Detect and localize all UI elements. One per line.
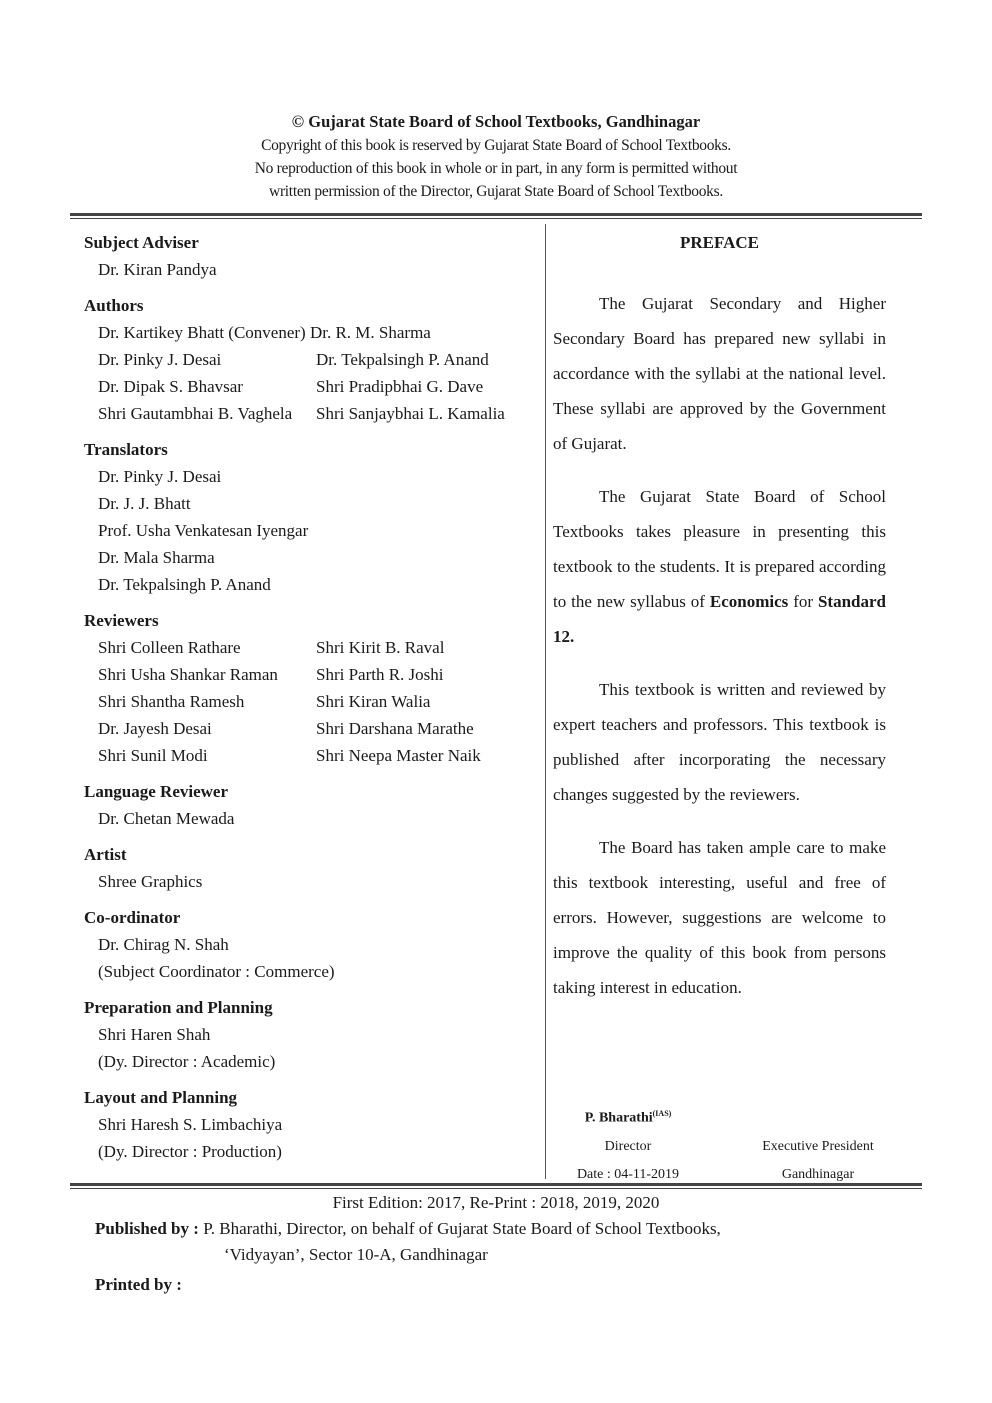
preface-paragraph: This textbook is written and reviewed by expert teachers and professors. This textbook is published after incorporating the necessary changes suggested by the reviewers. xyxy=(553,680,886,804)
printed-label: Printed by : xyxy=(95,1275,182,1294)
credits-column xyxy=(84,230,542,1175)
preface-paragraph xyxy=(553,479,886,654)
section-heading: Reviewers xyxy=(84,611,159,630)
edition-info: First Edition: 2017, Re-Print : 2018, 2019, 2020 xyxy=(332,1193,660,1212)
section-heading: Language Reviewer xyxy=(84,782,229,801)
credit-name: Shri Sunil Modi xyxy=(98,746,208,765)
credit-name: Shri Sanjaybhai L. Kamalia xyxy=(316,404,505,423)
credit-name: Shri Parth R. Joshi xyxy=(316,665,444,684)
copyright-line: No reproduction of this book in whole or in part, in any form is permitted without xyxy=(254,160,738,177)
credit-name: Dr. Jayesh Desai xyxy=(98,719,212,738)
credit-name: Shri Gautambhai B. Vaghela xyxy=(98,404,293,423)
signature-date: Date : 04-11-2019 xyxy=(576,1166,680,1182)
preface-title: PREFACE xyxy=(679,233,759,252)
credit-name: Shri Darshana Marathe xyxy=(316,719,474,738)
authors-section xyxy=(84,293,542,427)
credit-name: Shri Kirit B. Raval xyxy=(316,638,445,657)
credit-name: (Dy. Director : Production) xyxy=(98,1142,282,1161)
copyright-line: Copyright of this book is reserved by Gujarat State Board of School Textbooks. xyxy=(261,137,731,154)
credit-name: Dr. Dipak S. Bhavsar xyxy=(98,377,243,396)
published-label: Published by : xyxy=(95,1219,199,1238)
credit-name: Shri Usha Shankar Raman xyxy=(98,665,278,684)
publication-footer xyxy=(0,1190,992,1298)
credit-name: (Subject Coordinator : Commerce) xyxy=(98,962,335,981)
layout-section xyxy=(84,1085,542,1165)
copyright-title: © Gujarat State Board of School Textbooks, Gandhinagar xyxy=(291,112,701,131)
publisher-address: ‘Vidyayan’, Sector 10-A, Gandhinagar xyxy=(224,1245,488,1264)
credit-name: Dr. Pinky J. Desai xyxy=(98,467,222,486)
credit-name: Dr. Tekpalsingh P. Anand xyxy=(98,575,271,594)
credit-name: Dr. Tekpalsingh P. Anand xyxy=(316,350,489,369)
section-heading: Preparation and Planning xyxy=(84,998,273,1017)
credit-name: Dr. Pinky J. Desai xyxy=(98,350,222,369)
top-divider xyxy=(70,213,922,219)
section-heading: Co-ordinator xyxy=(84,908,181,927)
coordinator-section xyxy=(84,905,542,985)
credit-name: Shri Haresh S. Limbachiya xyxy=(98,1115,283,1134)
signature-block xyxy=(553,1100,898,1189)
bottom-divider xyxy=(70,1183,922,1189)
artist-section xyxy=(84,842,542,895)
subject-adviser-section xyxy=(84,230,542,283)
preface-paragraph: The Board has taken ample care to make this textbook interesting, useful and free of errors. However, suggestions are welcome to improve the quality of this book from persons taking interest in education. xyxy=(553,838,886,997)
credit-name: Shri Pradipbhai G. Dave xyxy=(316,377,484,396)
section-heading: Artist xyxy=(84,845,127,864)
credit-name: Shri Shantha Ramesh xyxy=(98,692,245,711)
preparation-section xyxy=(84,995,542,1075)
signatory-name: P. Bharathi$^{(IAS)}$ xyxy=(584,1109,672,1126)
section-heading: Translators xyxy=(84,440,168,459)
credit-name: Shri Haren Shah xyxy=(98,1025,211,1044)
preface-paragraph: The Gujarat Secondary and Higher Secondary Board has prepared new syllabi in accordance with the syllabi at the national level. These syllabi are approved by the Government of Gujarat. xyxy=(553,294,886,453)
credit-name: (Dy. Director : Academic) xyxy=(98,1052,276,1071)
section-heading: Authors xyxy=(84,296,144,315)
standard-name: Standard 12. xyxy=(553,592,886,646)
credit-name: Prof. Usha Venkatesan Iyengar xyxy=(98,521,309,540)
credit-name: Shri Colleen Rathare xyxy=(98,638,241,657)
preface-text: for xyxy=(788,592,818,611)
signatory-suffix: (IAS) xyxy=(652,1109,672,1118)
subject-name: Economics xyxy=(709,592,789,611)
published-text: P. Bharathi, Director, on behalf of Gujarat State Board of School Textbooks, xyxy=(198,1219,721,1238)
copyright-line: written permission of the Director, Gujarat State Board of School Textbooks. xyxy=(269,183,723,200)
credit-name: Dr. Mala Sharma xyxy=(98,548,215,567)
preface-column xyxy=(553,230,886,1023)
credit-name: Shree Graphics xyxy=(98,872,203,891)
credit-name: Dr. J. J. Bhatt xyxy=(98,494,191,513)
publisher-info xyxy=(95,1216,992,1242)
reviewers-section xyxy=(84,608,542,769)
credit-name: Dr. Chetan Mewada xyxy=(98,809,235,828)
signatory-title: Executive President xyxy=(762,1138,874,1154)
translators-section xyxy=(84,437,542,598)
signature-place: Gandhinagar xyxy=(781,1166,855,1182)
credit-name: Dr. Kartikey Bhatt (Convener) Dr. R. M. Sharma xyxy=(98,323,431,342)
section-heading: Layout and Planning xyxy=(84,1088,238,1107)
credit-name: Dr. Kiran Pandya xyxy=(98,260,217,279)
credit-name: Shri Kiran Walia xyxy=(316,692,431,711)
preface-text: The Gujarat State Board of School Textbooks takes pleasure in presenting this textbook to the students. It is prepared according to the new syllabus of xyxy=(553,487,886,611)
section-heading: Subject Adviser xyxy=(84,233,199,252)
copyright-notice xyxy=(0,110,992,203)
signatory-role: Director xyxy=(604,1138,652,1154)
credit-name: Dr. Chirag N. Shah xyxy=(98,935,229,954)
language-reviewer-section xyxy=(84,779,542,832)
credit-name: Shri Neepa Master Naik xyxy=(316,746,481,765)
